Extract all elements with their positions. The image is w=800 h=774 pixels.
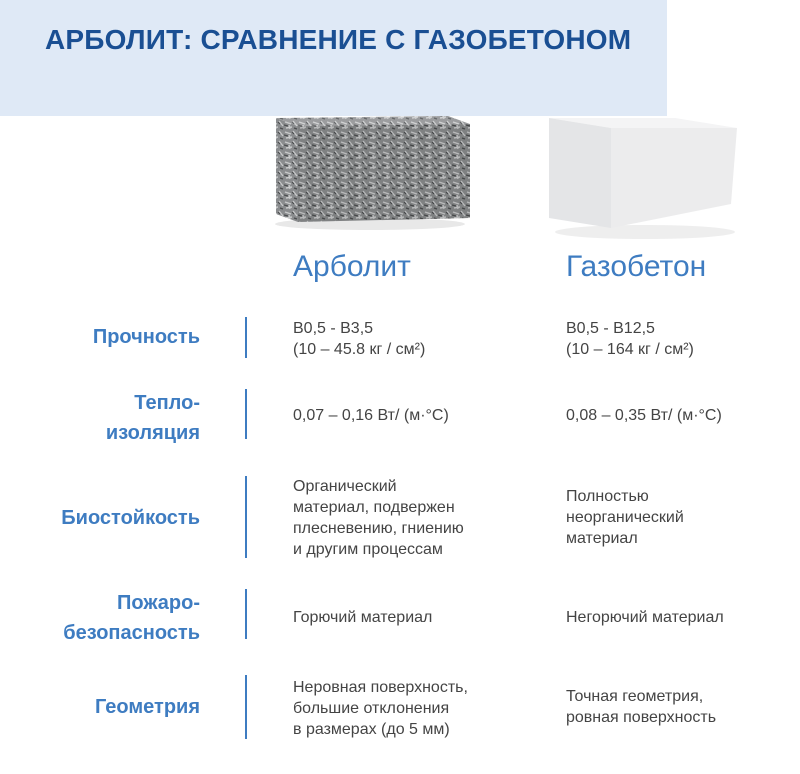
row-divider: [245, 675, 247, 739]
row-divider: [245, 317, 247, 358]
arbolit-value: В0,5 - В3,5 (10 – 45.8 кг / см²): [293, 320, 426, 358]
row-label: Прочность: [92, 326, 200, 348]
arbolit-block-image: [270, 110, 480, 230]
arbolit-value: Горючий материал: [293, 609, 433, 626]
page-title: АРБОЛИТ: СРАВНЕНИЕ С ГАЗОБЕТОНОМ: [45, 24, 632, 55]
header-band: [0, 0, 667, 116]
row-label: Биостойкость: [61, 507, 200, 529]
row-label: Геометрия: [94, 696, 200, 718]
gazobeton-value: В0,5 - В12,5 (10 – 164 кг / см²): [566, 320, 694, 358]
gazobeton-block-image: [545, 110, 745, 240]
gazobeton-value: 0,08 – 0,35 Вт/ (м·°С): [566, 407, 722, 424]
arbolit-value: Неровная поверхность, большие отклонения в размерах (до 5 мм): [293, 679, 468, 738]
gazobeton-value: Точная геометрия, ровная поверхность: [566, 688, 717, 726]
row-label: Тепло- изоляция: [105, 392, 200, 444]
row-label: Пожаро- безопасность: [63, 592, 200, 644]
row-divider: [245, 476, 247, 558]
row-divider: [245, 589, 247, 639]
arbolit-value: Органический материал, подвержен плесневению, гниению и другим процессам: [293, 478, 464, 558]
gazobeton-value: Полностью неорганический материал: [566, 488, 684, 547]
row-divider: [245, 389, 247, 439]
column-heading-gazobeton: Газобетон: [566, 250, 707, 283]
column-heading-arbolit: Арболит: [293, 250, 411, 283]
arbolit-value: 0,07 – 0,16 Вт/ (м·°С): [293, 407, 449, 424]
gazobeton-value: Негорючий материал: [566, 609, 724, 626]
